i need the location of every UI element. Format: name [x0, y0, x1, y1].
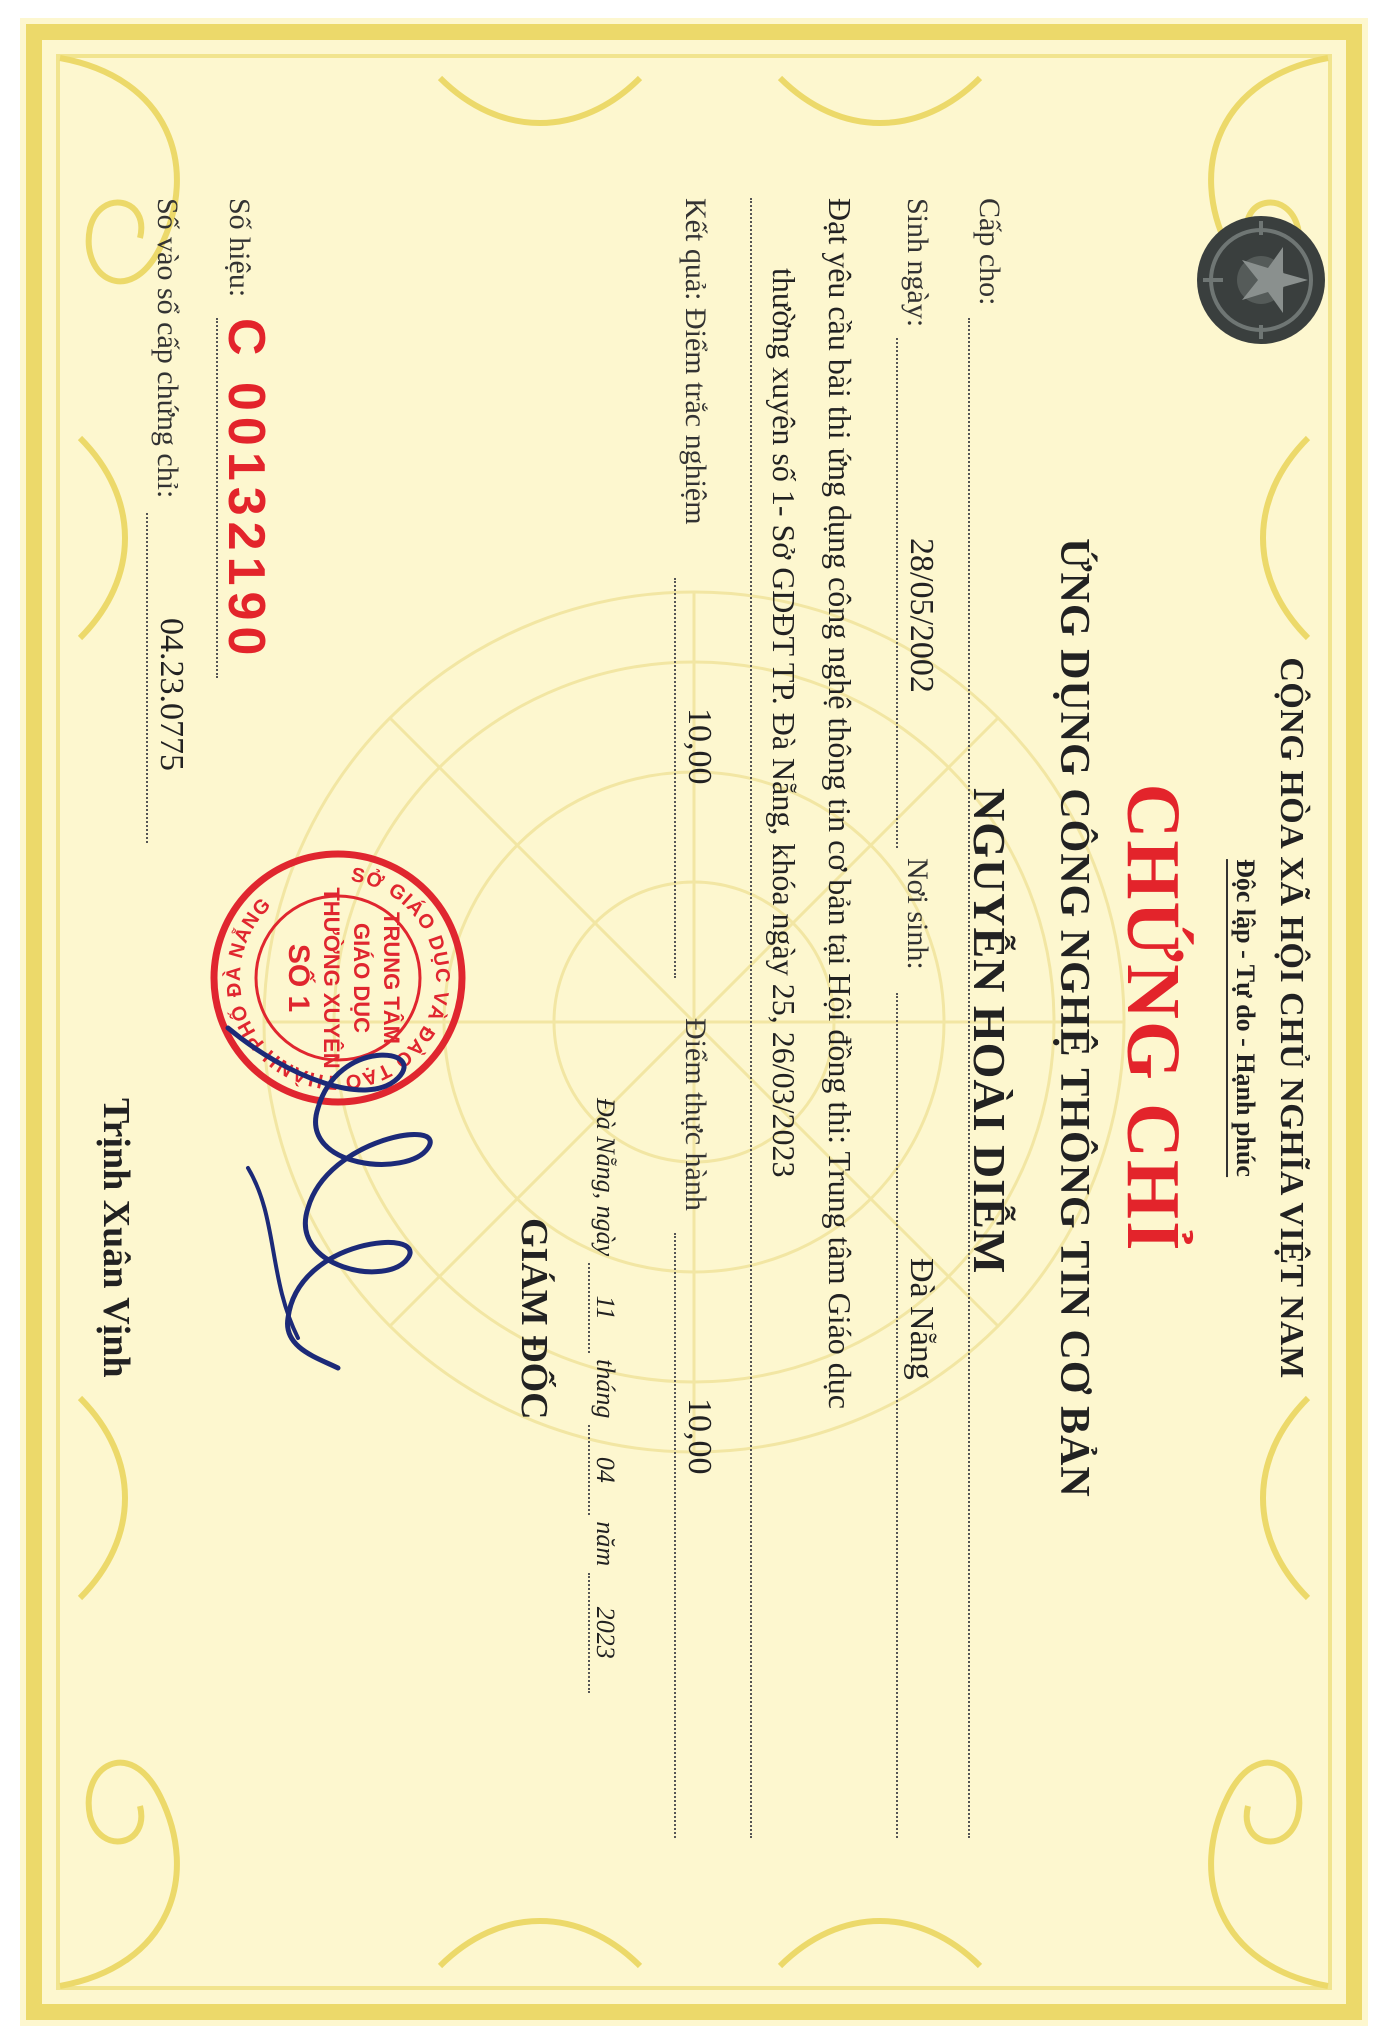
- country-heading: CỘNG HÒA XÃ HỘI CHỦ NGHĨA VIỆT NAM: [1273, 657, 1310, 1379]
- recipient-name: NGUYỄN HOÀI DIỄM: [964, 788, 1015, 1275]
- issue-place: Đà Nẵng: [591, 1098, 620, 1193]
- national-emblem-icon: [1194, 213, 1328, 347]
- practical-score-label: Điểm thực hành: [679, 1018, 712, 1211]
- issue-year: 2023: [588, 1573, 620, 1693]
- issue-day-label: ngày: [591, 1205, 620, 1257]
- birthplace-value: Đà Nẵng: [903, 1258, 940, 1380]
- certificate-content: [20, 18, 1368, 2026]
- statement-line-2: thường xuyên số 1- Sở GDĐT TP. Đà Nẵng, khóa ngày 25, 26/03/2023: [766, 268, 802, 1178]
- dotted-line: [674, 1233, 676, 1838]
- stamp-ring-text: SỞ GIÁO DỤC VÀ ĐÀO TẠO THÀNH PHỐ ĐÀ NẴNG: [222, 863, 454, 1094]
- issue-month-label: tháng: [591, 1359, 620, 1419]
- multiple-choice-score: 10,00: [681, 708, 718, 785]
- dotted-line: [896, 993, 898, 1838]
- issue-day: 11: [588, 1263, 620, 1353]
- stamp-line-3: THƯỜNG XUYÊN: [319, 887, 344, 1069]
- issue-month: 04: [588, 1425, 620, 1515]
- issue-year-label: năm: [591, 1521, 620, 1567]
- serial-label: Số hiệu:: [223, 198, 256, 298]
- register-label: Số vào sổ cấp chứng chỉ:: [151, 198, 184, 499]
- results-label: Kết quả: Điểm trắc nghiệm: [679, 198, 712, 525]
- register-number: 04.23.0775: [153, 618, 190, 771]
- birth-date-label: Sinh ngày:: [901, 198, 934, 328]
- signer-name: Trịnh Xuân Vịnh: [95, 1098, 137, 1378]
- director-title: GIÁM ĐỐC: [513, 1218, 555, 1420]
- stamp-line-4: SỐ 1: [282, 943, 315, 1013]
- serial-number: C 00132190: [217, 318, 275, 662]
- statement-line-1: Đạt yêu cầu bài thi ứng dụng công nghệ thông tin cơ bản tại Hội đồng thi: Trung tâm Giáo dục: [822, 198, 858, 1409]
- recipient-label: Cấp cho:: [973, 198, 1006, 306]
- certificate-title: CHỨNG CHỈ: [1111, 783, 1195, 1253]
- stamp-line-2: GIÁO DỤC: [349, 923, 374, 1033]
- dotted-line: [896, 338, 898, 848]
- handwritten-signature: [188, 1018, 488, 1378]
- dotted-line: [674, 578, 676, 978]
- practical-score: 10,00: [681, 1398, 718, 1475]
- dotted-line: [146, 513, 148, 843]
- national-motto: Độc lập - Tự do - Hạnh phúc: [1226, 859, 1260, 1177]
- birthplace-label: Nơi sinh:: [901, 858, 934, 970]
- issue-date: Đà Nẵng, ngày 11 tháng 04 năm 2023: [588, 1098, 620, 1693]
- birth-date-value: 28/05/2002: [903, 538, 940, 693]
- dotted-line: [750, 198, 752, 1838]
- certificate-paper: [20, 18, 1368, 2026]
- certificate-subtitle: ỨNG DỤNG CÔNG NGHỆ THÔNG TIN CƠ BẢN: [1051, 538, 1097, 1498]
- stamp-line-1: TRUNG TÂM: [379, 912, 404, 1044]
